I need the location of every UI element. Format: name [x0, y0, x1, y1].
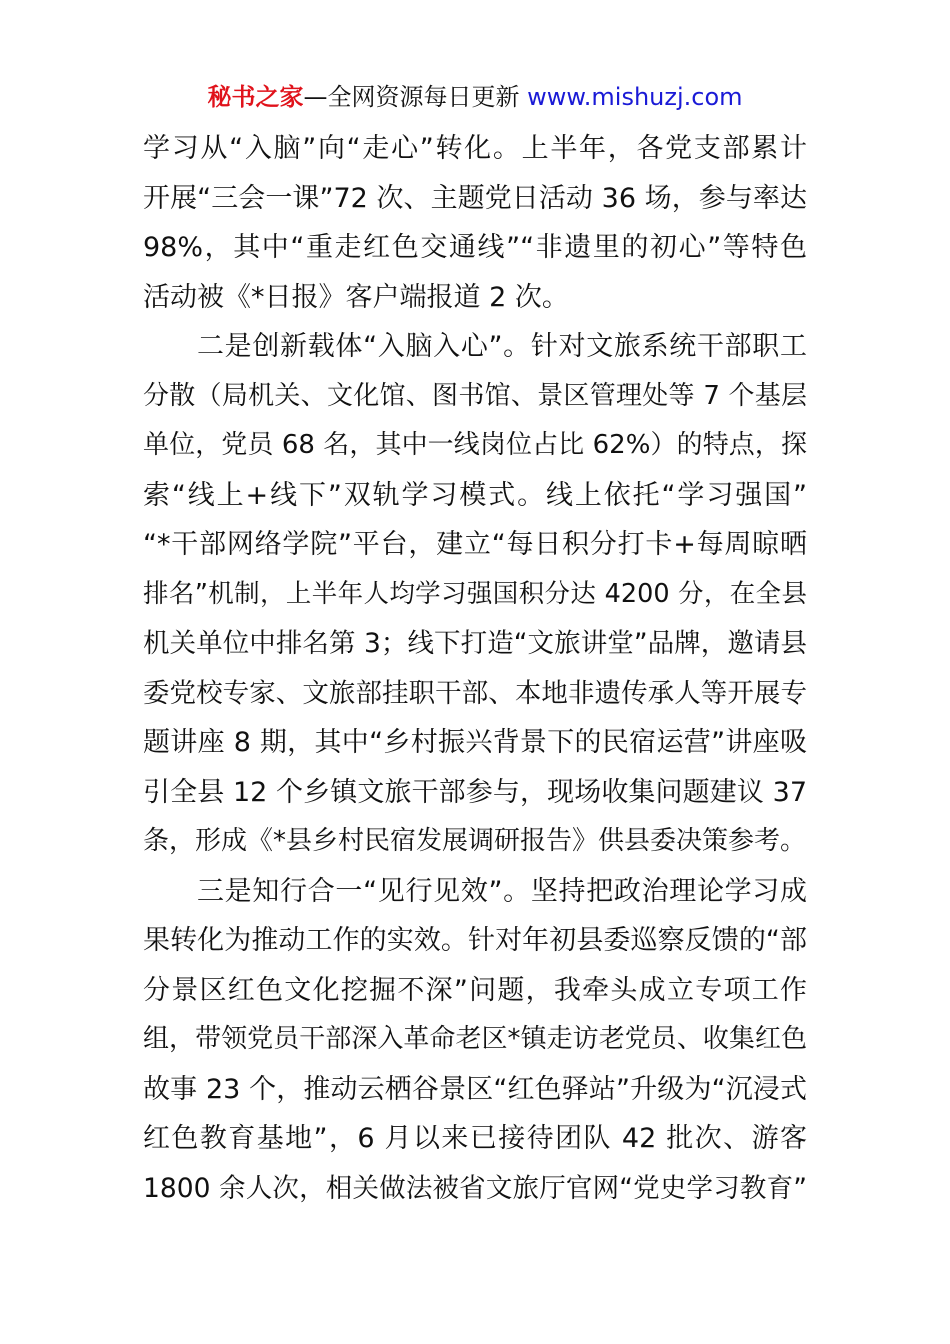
text-line: 红色教育基地”，6 月以来已接待团队 42 批次、游客 [143, 1123, 807, 1154]
site-tagline: —全网资源每日更新 [303, 83, 520, 111]
site-url-link[interactable]: www.mishuzj.com [527, 83, 743, 111]
text-line: 索“线上+线下”双轨学习模式。线上依托“学习强国” [143, 479, 807, 511]
text-line: “*干部网络学院”平台，建立“每日积分打卡+每周晾晒 [143, 529, 807, 560]
site-brand: 秘书之家 [207, 83, 304, 111]
paragraph-start-line: 二是创新载体“入脑入心”。针对文旅系统干部职工 [197, 331, 807, 362]
text-line: 条，形成《*县乡村民宿发展调研报告》供县委决策参考。 [143, 826, 807, 856]
text-line: 引全县 12 个乡镇文旅干部参与，现场收集问题建议 37 [143, 776, 807, 808]
text-line: 排名”机制，上半年人均学习强国积分达 4200 分，在全县 [143, 578, 807, 609]
document-body [143, 124, 807, 1213]
text-line: 故事 23 个，推动云栖谷景区“红色驿站”升级为“沉浸式 [143, 1073, 807, 1105]
text-line: 1800 余人次，相关做法被省文旅厅官网“党史学习教育” [143, 1172, 807, 1204]
text-line: 果转化为推动工作的实效。针对年初县委巡察反馈的“部 [143, 925, 807, 956]
text-line: 98%，其中“重走红色交通线”“非遗里的初心”等特色 [143, 232, 807, 263]
text-line: 开展“三会一课”72 次、主题党日活动 36 场，参与率达 [143, 182, 807, 214]
text-line: 单位，党员 68 名，其中一线岗位占比 62%）的特点，探 [143, 430, 807, 460]
site-header [0, 80, 950, 114]
text-line: 学习从“入脑”向“走心”转化。上半年，各党支部累计 [143, 133, 807, 164]
text-line: 活动被《*日报》客户端报道 2 次。 [143, 281, 569, 313]
text-line: 组，带领党员干部深入革命老区*镇走访老党员、收集红色 [143, 1024, 807, 1054]
text-line: 题讲座 8 期，其中“乡村振兴背景下的民宿运营”讲座吸 [143, 727, 807, 758]
text-line: 分景区红色文化挖掘不深”问题，我牵头成立专项工作 [143, 974, 807, 1006]
paragraph-start-line: 三是知行合一“见行见效”。坚持把政治理论学习成 [197, 875, 807, 907]
text-line: 机关单位中排名第 3；线下打造“文旅讲堂”品牌，邀请县 [143, 628, 807, 659]
text-line: 分散（局机关、文化馆、图书馆、景区管理处等 7 个基层 [143, 380, 807, 411]
text-line: 委党校专家、文旅部挂职干部、本地非遗传承人等开展专 [143, 677, 807, 709]
